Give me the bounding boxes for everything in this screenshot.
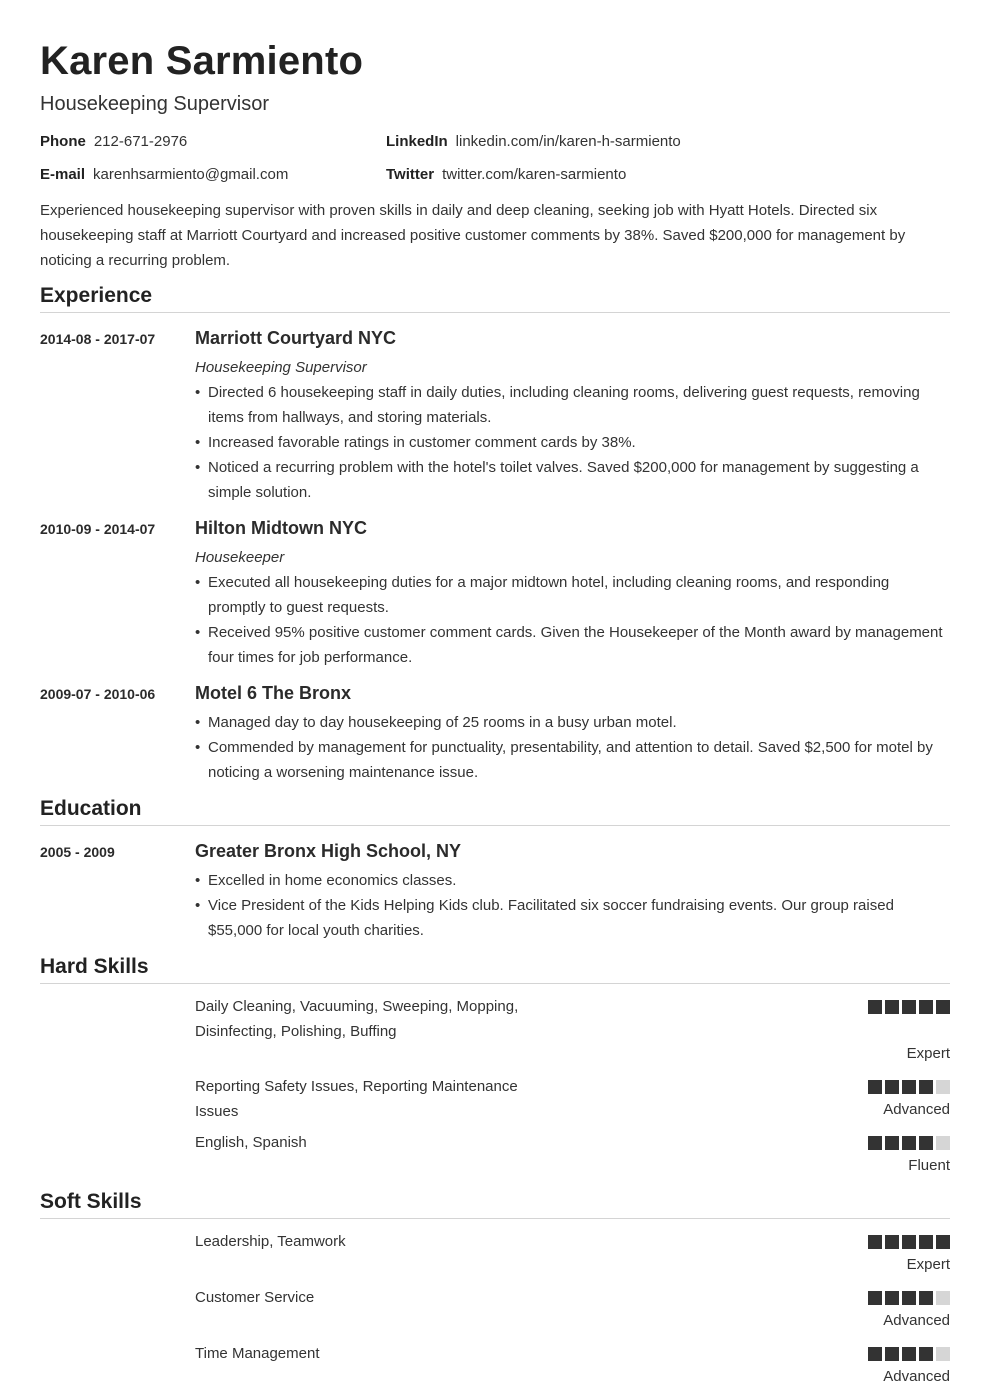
job-bullet: • Directed 6 housekeeping staff in daily duties, including cleaning rooms, delivering guest requests, removing items from hallways, and storing materials. (195, 380, 950, 430)
rating-square-filled (868, 1235, 882, 1249)
education-dates: 2005 - 2009 (40, 844, 115, 860)
linkedin-link[interactable]: linkedin.com/in/karen-h-sarmiento (455, 133, 681, 150)
rating-square-empty (936, 1080, 950, 1094)
rating-square-filled (902, 1136, 916, 1150)
skill-name: Customer Service (195, 1289, 315, 1306)
rating-square-filled (868, 1000, 882, 1014)
education-heading: Education (40, 797, 142, 820)
rating-square-filled (919, 1080, 933, 1094)
profile-summary: Experienced housekeeping supervisor with proven skills in daily and deep cleaning, seeking job with Hyatt Hotels. Directed six housekeeping staff at Marriott Courtyard and increased positive customer comments by 38%. Saved $200,000 for management by noticing a recurring problem. (40, 202, 906, 269)
job-employer: Marriott Courtyard NYC (195, 328, 397, 348)
skill-name: Leadership, Teamwork (195, 1233, 346, 1250)
rating-square-filled (919, 1347, 933, 1361)
rating-square-filled (868, 1080, 882, 1094)
rating-square-empty (936, 1291, 950, 1305)
job-bullets (195, 380, 950, 505)
job-dates: 2009-07 - 2010-06 (40, 686, 156, 702)
rating-square-filled (936, 1235, 950, 1249)
rating-square-filled (885, 1235, 899, 1249)
rating-square-filled (885, 1347, 899, 1361)
candidate-role: Housekeeping Supervisor (40, 93, 270, 115)
skill-level: Advanced (883, 1101, 950, 1118)
skill-rating (868, 1136, 950, 1150)
job-title: Housekeeper (195, 549, 285, 566)
rating-square-filled (868, 1291, 882, 1305)
rating-square-filled (885, 1080, 899, 1094)
contact-phone (40, 132, 187, 152)
skill-level: Expert (906, 1045, 950, 1062)
contact-email (40, 165, 288, 185)
hard-skills-divider (40, 983, 950, 984)
rating-square-filled (902, 1080, 916, 1094)
job-employer: Motel 6 The Bronx (195, 683, 352, 703)
rating-square-empty (936, 1136, 950, 1150)
job-dates: 2014-08 - 2017-07 (40, 331, 156, 347)
skill-rating (868, 1080, 950, 1094)
job-bullet: • Received 95% positive customer comment cards. Given the Housekeeper of the Month award by management four times for job performance. (195, 620, 950, 670)
job-bullets (195, 570, 950, 670)
rating-square-empty (936, 1347, 950, 1361)
rating-square-filled (885, 1136, 899, 1150)
job-bullet: • Commended by management for punctuality, presentability, and attention to detail. Saved $2,500 for motel by noticing a worsening maintenance issue. (195, 735, 950, 785)
job-bullet: • Managed day to day housekeeping of 25 rooms in a busy urban motel. (195, 710, 950, 735)
education-bullets (195, 868, 950, 943)
contact-linkedin (386, 132, 681, 152)
skill-rating (868, 1000, 950, 1014)
education-divider (40, 825, 950, 826)
rating-square-filled (868, 1347, 882, 1361)
skill-rating (868, 1235, 950, 1249)
job-dates: 2010-09 - 2014-07 (40, 521, 156, 537)
rating-square-filled (919, 1136, 933, 1150)
rating-square-filled (919, 1291, 933, 1305)
rating-square-filled (885, 1291, 899, 1305)
twitter-label: Twitter (386, 166, 435, 183)
rating-square-filled (902, 1291, 916, 1305)
email-link[interactable]: karenhsarmiento@gmail.com (93, 166, 289, 183)
rating-square-filled (868, 1136, 882, 1150)
skill-name: Reporting Safety Issues, Reporting Maintenance Issues (195, 1078, 518, 1120)
skill-rating (868, 1291, 950, 1305)
phone-value: 212-671-2976 (93, 133, 188, 150)
education-bullet: • Vice President of the Kids Helping Kids club. Facilitated six soccer fundraising events. Our group raised $55,000 for local youth charities. (195, 893, 950, 943)
twitter-link[interactable]: twitter.com/karen-sarmiento (442, 166, 627, 183)
skill-level: Fluent (908, 1157, 950, 1174)
skill-name: Time Management (195, 1345, 320, 1362)
email-label: E-mail (40, 166, 86, 183)
job-bullet: • Executed all housekeeping duties for a major midtown hotel, including cleaning rooms, and responding promptly to guest requests. (195, 570, 950, 620)
rating-square-filled (919, 1235, 933, 1249)
job-bullets (195, 710, 950, 785)
soft-skills-heading: Soft Skills (40, 1190, 142, 1213)
skill-level: Advanced (883, 1312, 950, 1329)
phone-label: Phone (40, 133, 86, 150)
skill-name: English, Spanish (195, 1134, 307, 1151)
rating-square-filled (885, 1000, 899, 1014)
experience-divider (40, 312, 950, 313)
rating-square-filled (902, 1235, 916, 1249)
skill-level: Expert (906, 1256, 950, 1273)
rating-square-filled (902, 1347, 916, 1361)
rating-square-filled (919, 1000, 933, 1014)
job-bullet: • Noticed a recurring problem with the hotel's toilet valves. Saved $200,000 for management by suggesting a simple solution. (195, 455, 950, 505)
rating-square-filled (936, 1000, 950, 1014)
experience-heading: Experience (40, 284, 153, 307)
rating-square-filled (902, 1000, 916, 1014)
education-bullet: • Excelled in home economics classes. (195, 868, 950, 893)
skill-level: Advanced (883, 1368, 950, 1385)
job-employer: Hilton Midtown NYC (195, 518, 367, 538)
candidate-name: Karen Sarmiento (40, 39, 364, 83)
job-title: Housekeeping Supervisor (195, 359, 367, 376)
job-bullet: • Increased favorable ratings in customer comment cards by 38%. (195, 430, 950, 455)
education-school: Greater Bronx High School, NY (195, 841, 462, 861)
linkedin-label: LinkedIn (386, 133, 448, 150)
skill-name: Daily Cleaning, Vacuuming, Sweeping, Mopping, Disinfecting, Polishing, Buffing (195, 998, 519, 1040)
hard-skills-heading: Hard Skills (40, 955, 149, 978)
skill-rating (868, 1347, 950, 1361)
contact-twitter (386, 165, 626, 185)
soft-skills-divider (40, 1218, 950, 1219)
